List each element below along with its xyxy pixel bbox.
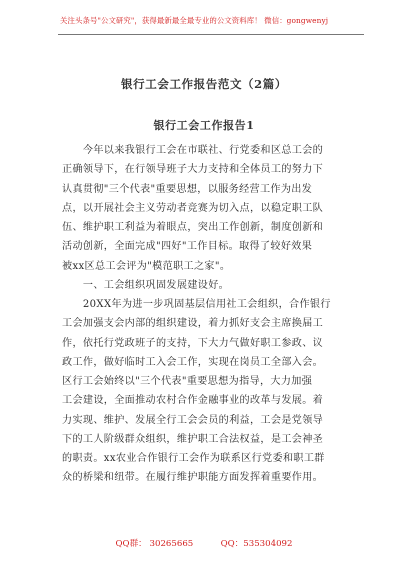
body-line: 活动创新，全面完成"四好"工作目标。取得了较好效果	[62, 241, 313, 253]
body-line: 正确领导下，在行领导班子大力支持和全体员工的努力下	[62, 164, 324, 176]
body-line: 区行工会始终以"三个代表"重要思想为指导，大力加强	[62, 376, 313, 387]
document-title: 银行工会工作报告范文（2篇）	[121, 77, 287, 91]
body-line: 被xx区总工会评为"模范职工之家"。	[62, 260, 231, 272]
footer-qq-group: QQ群： 30265665	[115, 539, 194, 549]
document-body	[62, 141, 358, 488]
body-line: 点，以开展社会主义劳动者竞赛为切入点，以稳定职工队	[62, 202, 324, 214]
body-line: 下的工人阶级群众组织，维护职工合法权益，是工会神圣	[62, 433, 324, 445]
footer-contact	[0, 537, 408, 549]
body-line: 力实现、维护、发展全行工会会员的利益，工会是党领导	[62, 414, 324, 426]
body-line: 工会建设，全面推动农村合作金融事业的改革与发展。着	[62, 395, 324, 407]
body-line: 工会加强支会内部的组织建设，着力抓好支会主席换届工	[62, 318, 324, 330]
header-promo-note: 关注头条号"公文研究"，获得最新最全最专业的公文资料库！ 微信：gongwenyj	[60, 16, 329, 25]
body-line: 众的桥梁和纽带。在履行维护职能方面发挥着重要作用。	[62, 472, 324, 484]
body-line: 一、工会组织巩固发展建设好。	[62, 279, 230, 291]
body-line: 作，依托行党政班子的支持，下大力气做好职工参政、议	[62, 337, 324, 349]
body-line: 的职责。xx农业合作银行工会作为联系区行党委和职工群	[62, 453, 325, 464]
footer-qq-number: QQ：535304092	[220, 539, 293, 549]
body-line: 伍、维护职工利益为着眼点，突出工作创新，制度创新和	[62, 222, 324, 233]
body-line: 20XX年为进一步巩固基层信用社工会组织，合作银行	[62, 299, 331, 310]
body-line: 政工作，做好临时工入会工作，实现在岗员工全部入会。	[62, 356, 324, 368]
header-divider	[58, 34, 364, 35]
section-title: 银行工会工作报告1	[153, 119, 255, 132]
body-line: 认真贯彻"三个代表"重要思想，以服务经营工作为出发	[62, 183, 313, 195]
body-line: 今年以来我银行工会在市联社、行党委和区总工会的	[62, 145, 324, 156]
